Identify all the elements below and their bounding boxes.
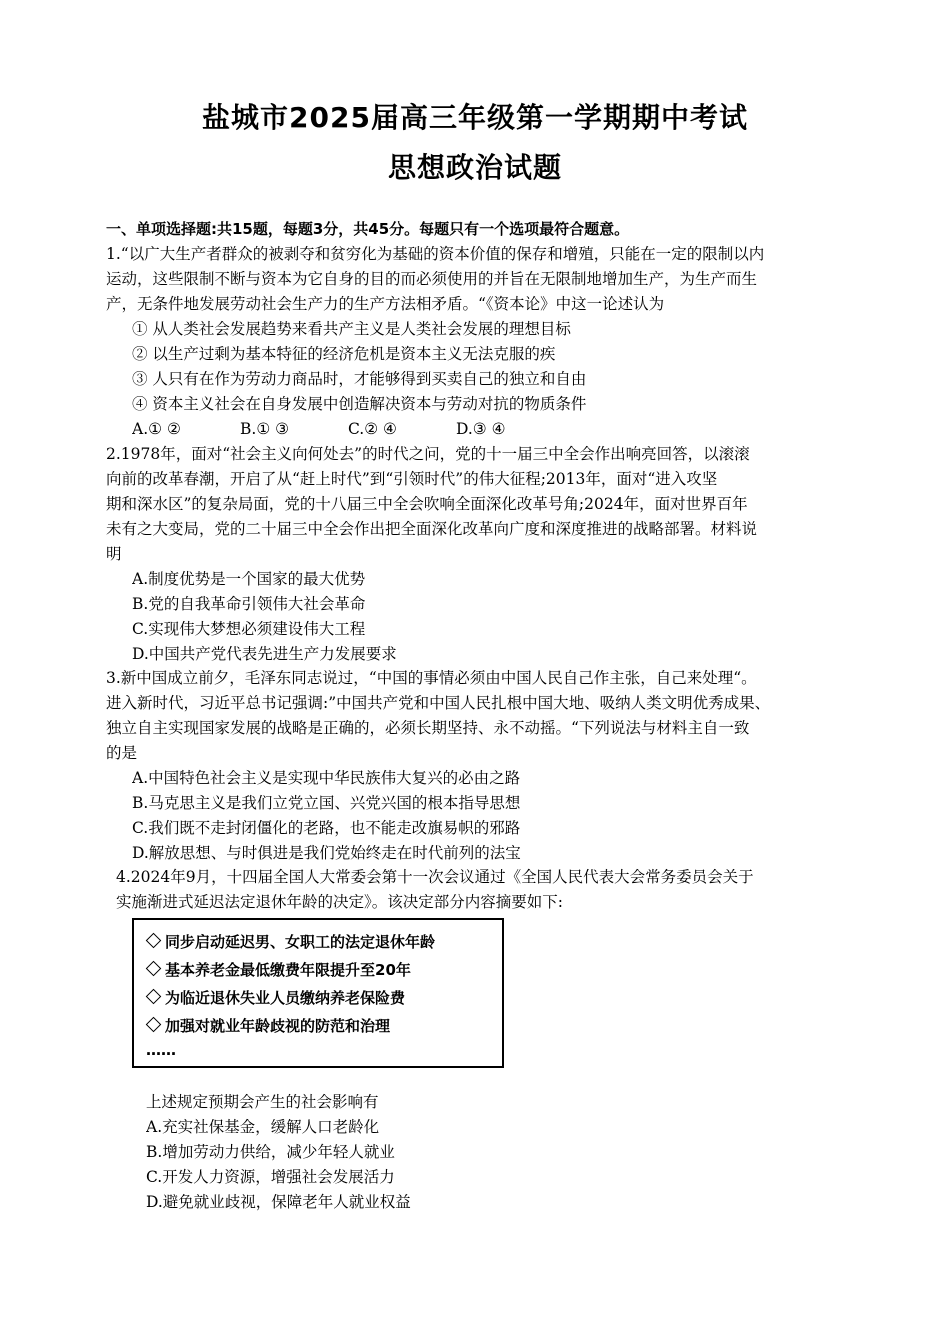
diamond-bullet-icon bbox=[146, 961, 162, 977]
q4-option-c[interactable]: C.开发人力资源，增强社会发展活力 bbox=[146, 1168, 395, 1186]
q4-option-b[interactable]: B.增加劳动力供给，减少年轻人就业 bbox=[146, 1143, 395, 1161]
q1-options bbox=[132, 418, 872, 440]
q4-option-a[interactable]: A.充实社保基金，缓解人口老龄化 bbox=[146, 1118, 380, 1136]
exam-title: 盐城市2025届高三年级第一学期期中考试 bbox=[202, 101, 748, 134]
q2-stem-line: 向前的改革春潮，开启了从“赶上时代”到“引领时代”的伟大征程;2013年，面对“进入攻坚 bbox=[106, 470, 718, 488]
diamond-bullet-icon bbox=[146, 933, 162, 949]
q1-stem-line: 1.“以广大生产者群众的被剥夺和贫穷化为基础的资本价值的保存和增殖，只能在一定的限制以内 bbox=[106, 245, 765, 263]
box-ellipsis: …… bbox=[146, 1041, 176, 1059]
q3-stem-line: 进入新时代，习近平总书记强调:”中国共产党和中国人民扎根中国大地、吸纳人类文明优秀成果、 bbox=[106, 694, 771, 712]
decision-excerpt-box bbox=[132, 918, 504, 1068]
q4-option-d[interactable]: D.避免就业歧视，保障老年人就业权益 bbox=[146, 1193, 411, 1211]
box-item: 基本养老金最低缴费年限提升至20年 bbox=[146, 960, 411, 980]
diamond-bullet-icon bbox=[146, 1017, 162, 1033]
q1-option-c[interactable]: C.② ④ bbox=[348, 420, 397, 438]
q2-option-c[interactable]: C.实现伟大梦想必须建设伟大工程 bbox=[132, 620, 366, 638]
exam-subtitle: 思想政治试题 bbox=[387, 151, 562, 184]
q2-stem-line: 期和深水区”的复杂局面，党的十八届三中全会吹响全面深化改革号角;2024年，面对世界百年 bbox=[106, 495, 748, 513]
q3-stem-line: 独立自主实现国家发展的战略是正确的，必须长期坚持、永不动摇。“下列说法与材料主自一致 bbox=[106, 719, 750, 737]
q2-stem-line: 2.1978年，面对“社会主义向何处去”的时代之问，党的十一届三中全会作出响亮回答，以滚滚 bbox=[106, 445, 750, 463]
q4-stem-line: 实施渐进式延迟法定退休年龄的决定》。该决定部分内容摘要如下: bbox=[116, 893, 563, 911]
box-item: 加强对就业年龄歧视的防范和治理 bbox=[146, 1016, 390, 1036]
q2-option-b[interactable]: B.党的自我革命引领伟大社会革命 bbox=[132, 595, 366, 613]
q1-option-a[interactable]: A.① ② bbox=[132, 420, 181, 438]
box-item: 同步启动延迟男、女职工的法定退休年龄 bbox=[146, 932, 435, 952]
q2-option-d[interactable]: D.中国共产党代表先进生产力发展要求 bbox=[132, 645, 397, 663]
q3-option-a[interactable]: A.中国特色社会主义是实现中华民族伟大复兴的必由之路 bbox=[132, 769, 521, 787]
q1-statement: ③ 人只有在作为劳动力商品时，才能够得到买卖自己的独立和自由 bbox=[132, 370, 587, 388]
q2-stem-line: 未有之大变局，党的二十届三中全会作出把全面深化改革向广度和深度推进的战略部署。材料说 bbox=[106, 520, 758, 538]
q2-stem-line: 明 bbox=[106, 545, 122, 563]
q4-stem-line: 4.2024年9月，十四届全国人大常委会第十一次会议通过《全国人民代表大会常务委员会关于 bbox=[116, 868, 754, 886]
q1-statement: ④ 资本主义社会在自身发展中创造解决资本与劳动对抗的物质条件 bbox=[132, 395, 587, 413]
q3-stem-line: 3.新中国成立前夕，毛泽东同志说过，“中国的事情必须由中国人民自己作主张，自己来处理“。 bbox=[106, 669, 757, 687]
q4-question: 上述规定预期会产生的社会影响有 bbox=[146, 1093, 379, 1111]
q2-option-a[interactable]: A.制度优势是一个国家的最大优势 bbox=[132, 570, 366, 588]
q1-option-d[interactable]: D.③ ④ bbox=[456, 420, 506, 438]
q3-option-d[interactable]: D.解放思想、与时俱进是我们党始终走在时代前列的法宝 bbox=[132, 844, 521, 862]
q1-stem-line: 运动，这些限制不断与资本为它自身的目的而必须使用的并旨在无限制地增加生产，为生产而生 bbox=[106, 270, 758, 288]
q3-option-c[interactable]: C.我们既不走封闭僵化的老路，也不能走改旗易帜的邪路 bbox=[132, 819, 521, 837]
q1-stem-line: 产，无条件地发展劳动社会生产力的生产方法相矛盾。“《资本论》中这一论述认为 bbox=[106, 295, 665, 313]
box-item: 为临近退休失业人员缴纳养老保险费 bbox=[146, 988, 405, 1008]
q3-option-b[interactable]: B.马克思主义是我们立党立国、兴党兴国的根本指导思想 bbox=[132, 794, 521, 812]
q1-statement: ② 以生产过剩为基本特征的经济危机是资本主义无法克服的疾 bbox=[132, 345, 556, 363]
q3-stem-line: 的是 bbox=[106, 744, 138, 762]
section-heading: 一、单项选择题:共15题，每题3分，共45分。每题只有一个选项最符合题意。 bbox=[106, 220, 630, 238]
diamond-bullet-icon bbox=[146, 989, 162, 1005]
q1-statement: ① 从人类社会发展趋势来看共产主义是人类社会发展的理想目标 bbox=[132, 320, 571, 338]
q1-option-b[interactable]: B.① ③ bbox=[240, 420, 290, 438]
